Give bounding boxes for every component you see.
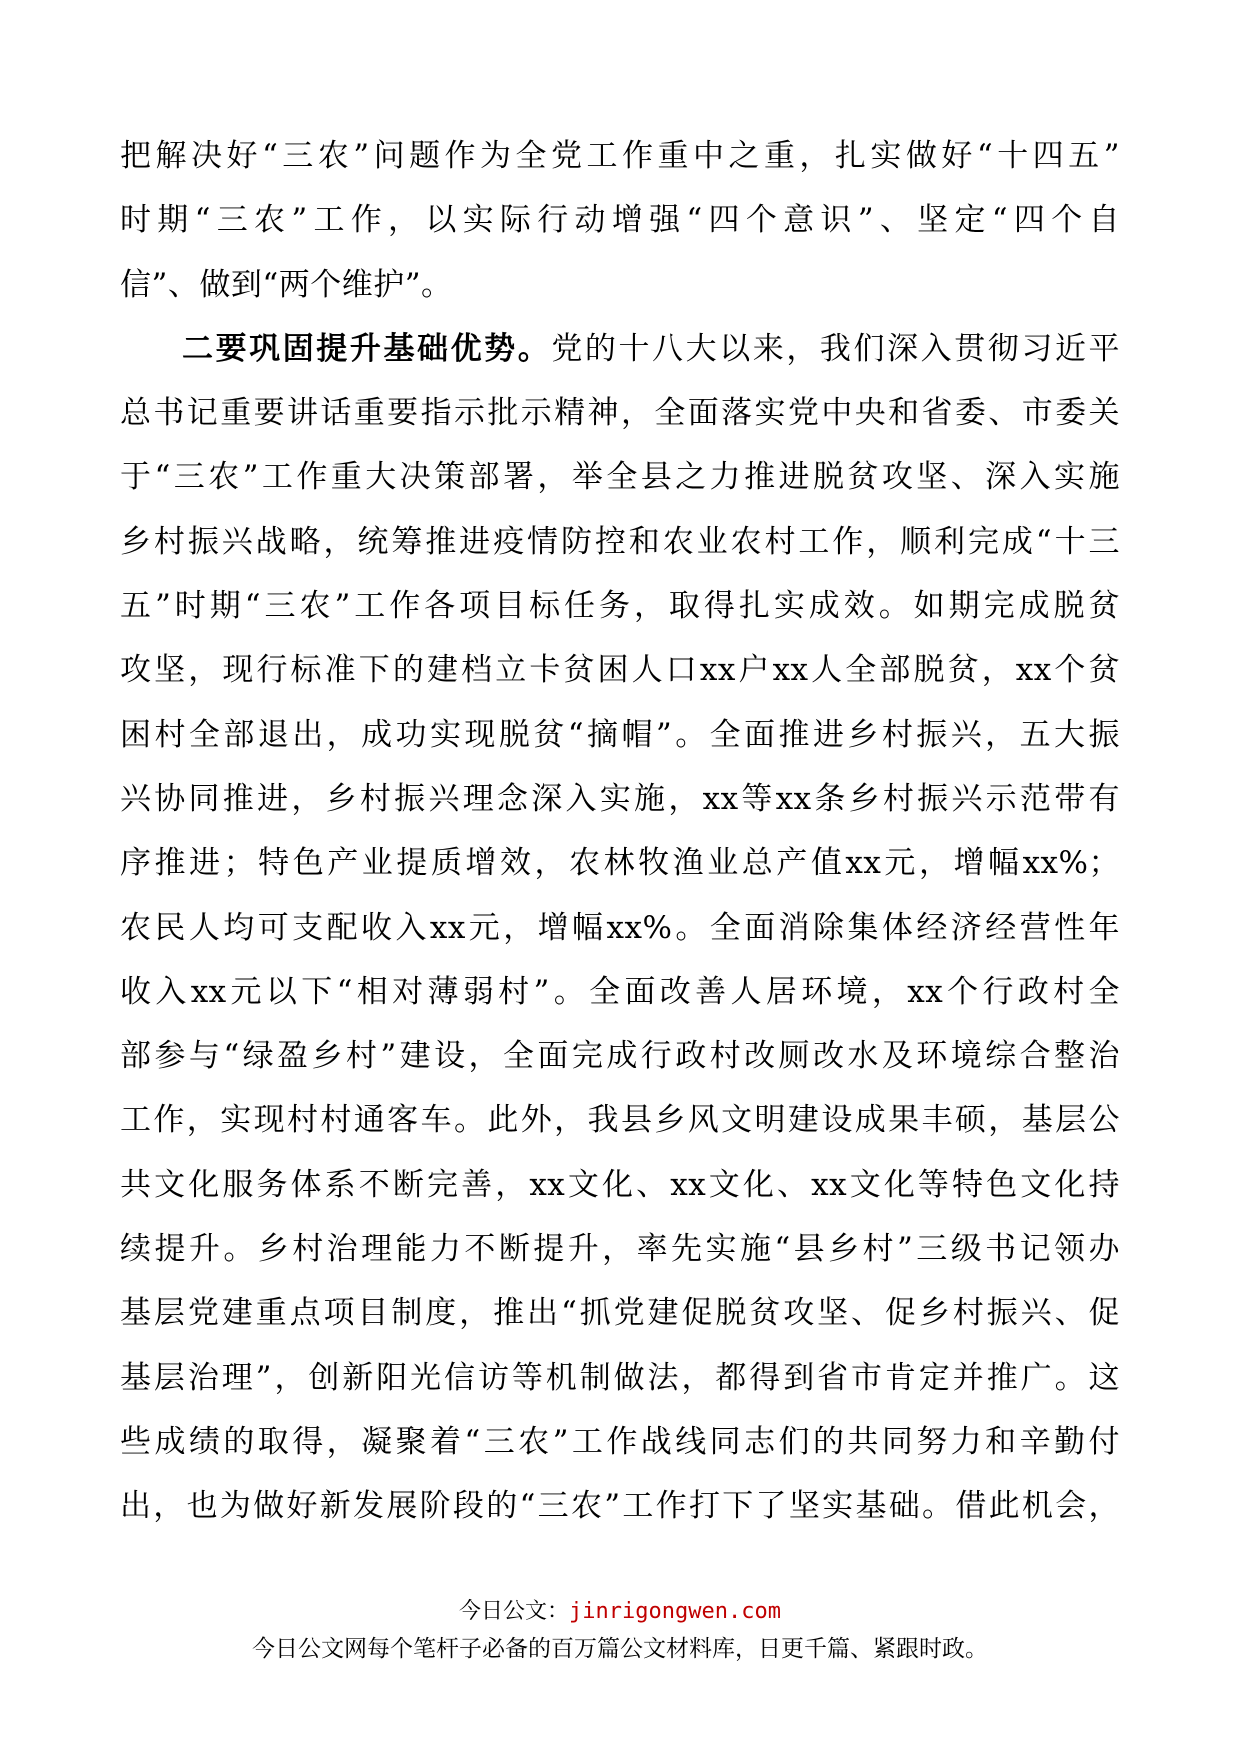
paragraph-line: 序推进；特色产业提质增效，农林牧渔业总产值xx元，增幅xx%；	[120, 845, 1120, 882]
paragraph-line: 于“三农”工作重大决策部署，举全县之力推进脱贫攻坚、深入实施	[120, 459, 1120, 496]
footer-site-link[interactable]: jinrigongwen.com	[569, 1599, 781, 1624]
paragraph-line: 总书记重要讲话重要指示批示精神，全面落实党中央和省委、市委关	[120, 395, 1120, 432]
document-body	[120, 124, 1120, 1539]
paragraph-line: 基层治理”，创新阳光信访等机制做法，都得到省市肯定并推广。这	[120, 1359, 1120, 1396]
paragraph-line: 续提升。乡村治理能力不断提升，率先实施“县乡村”三级书记领办	[120, 1231, 1120, 1268]
paragraph-heading-line	[120, 317, 1120, 381]
paragraph-line: 共文化服务体系不断完善，xx文化、xx文化、xx文化等特色文化持	[120, 1166, 1120, 1203]
footer-source	[0, 1597, 1240, 1627]
paragraph-line: 乡村振兴战略，统筹推进疫情防控和农业农村工作，顺利完成“十三	[120, 523, 1120, 560]
paragraph-line: 时期“三农”工作，以实际行动增强“四个意识”、坚定“四个自	[120, 202, 1120, 239]
paragraph-line: 困村全部退出，成功实现脱贫“摘帽”。全面推进乡村振兴，五大振	[120, 716, 1120, 753]
footer-slogan: 今日公文网每个笔杆子必备的百万篇公文材料库，日更千篇、紧跟时政。	[252, 1636, 988, 1662]
paragraph-line: 五”时期“三农”工作各项目标任务，取得扎实成效。如期完成脱贫	[120, 588, 1120, 625]
paragraph-line: 基层党建重点项目制度，推出“抓党建促脱贫攻坚、促乡村振兴、促	[120, 1295, 1120, 1332]
paragraph-line: 部参与“绿盈乡村”建设，全面完成行政村改厕改水及环境综合整治	[120, 1038, 1120, 1075]
paragraph-line: 工作，实现村村通客车。此外，我县乡风文明建设成果丰硕，基层公	[120, 1102, 1120, 1139]
section-heading: 二要巩固提升基础优势。	[182, 330, 552, 367]
paragraph-line: 攻坚，现行标准下的建档立卡贫困人口xx户xx人全部脱贫，xx个贫	[120, 652, 1120, 689]
paragraph-line: 收入xx元以下“相对薄弱村”。全面改善人居环境，xx个行政村全	[120, 973, 1120, 1010]
footer-label: 今日公文：	[459, 1599, 570, 1624]
paragraph-line: 些成绩的取得，凝聚着“三农”工作战线同志们的共同努力和辛勤付	[120, 1423, 1120, 1460]
paragraph-line: 农民人均可支配收入xx元，增幅xx%。全面消除集体经济经营性年	[120, 909, 1120, 946]
paragraph-line: 把解决好“三农”问题作为全党工作重中之重，扎实做好“十四五”	[120, 138, 1120, 174]
paragraph-text: 党的十八大以来，我们深入贯彻习近平	[551, 330, 1120, 367]
paragraph-line: 出，也为做好新发展阶段的“三农”工作打下了坚实基础。借此机会，	[120, 1488, 1120, 1525]
paragraph-line: 兴协同推进，乡村振兴理念深入实施，xx等xx条乡村振兴示范带有	[120, 780, 1120, 817]
paragraph-line: 信”、做到“两个维护”。	[120, 266, 453, 303]
